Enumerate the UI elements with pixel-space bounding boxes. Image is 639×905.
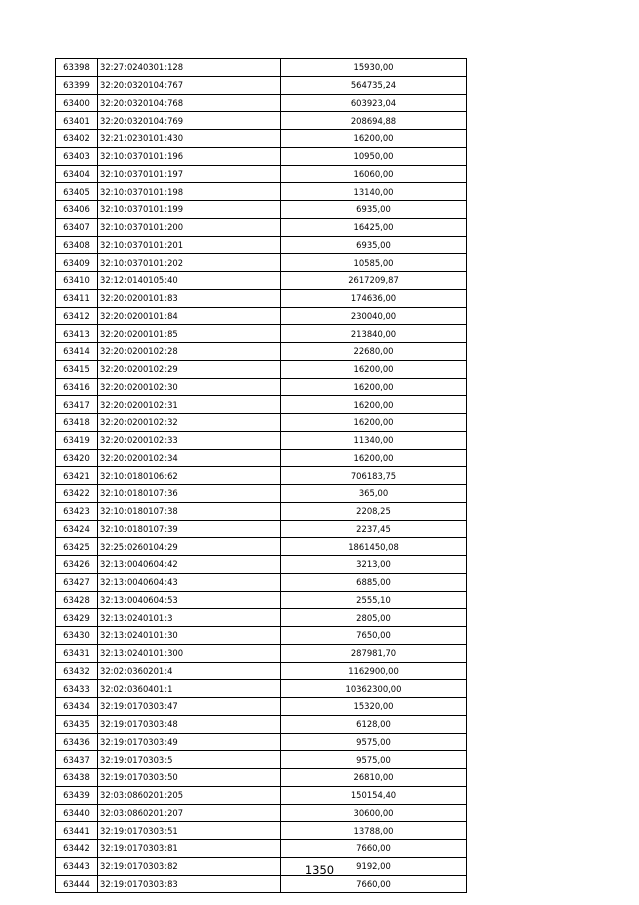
cadastral-number-cell: 32:02:0360401:1 <box>98 680 281 698</box>
table-row <box>56 130 467 148</box>
row-number-cell: 63425 <box>56 538 98 556</box>
row-number-cell: 63419 <box>56 431 98 449</box>
table-row <box>56 467 467 485</box>
cadastral-value-cell: 15930,00 <box>281 59 467 77</box>
table-row <box>56 573 467 591</box>
table-row <box>56 112 467 130</box>
cadastral-value-cell: 564735,24 <box>281 76 467 94</box>
cadastral-value-cell: 2805,00 <box>281 609 467 627</box>
table-row <box>56 236 467 254</box>
row-number-cell: 63409 <box>56 254 98 272</box>
cadastral-value-cell: 16060,00 <box>281 165 467 183</box>
cadastral-value-cell: 603923,04 <box>281 94 467 112</box>
cadastral-value-cell: 6128,00 <box>281 715 467 733</box>
row-number-cell: 63422 <box>56 485 98 503</box>
table-row <box>56 786 467 804</box>
cadastral-number-cell: 32:19:0170303:49 <box>98 733 281 751</box>
cadastral-value-cell: 30600,00 <box>281 804 467 822</box>
page-number: 1350 <box>304 863 335 877</box>
cadastral-value-cell: 16200,00 <box>281 130 467 148</box>
cadastral-number-cell: 32:19:0170303:47 <box>98 698 281 716</box>
table-row <box>56 804 467 822</box>
table-row <box>56 431 467 449</box>
cadastral-number-cell: 32:20:0200101:83 <box>98 289 281 307</box>
cadastral-number-cell: 32:13:0040604:43 <box>98 573 281 591</box>
row-number-cell: 63418 <box>56 414 98 432</box>
cadastral-value-cell: 16200,00 <box>281 414 467 432</box>
cadastral-value-cell: 13788,00 <box>281 822 467 840</box>
row-number-cell: 63431 <box>56 644 98 662</box>
row-number-cell: 63426 <box>56 556 98 574</box>
table-row <box>56 751 467 769</box>
cadastral-number-cell: 32:13:0040604:42 <box>98 556 281 574</box>
row-number-cell: 63415 <box>56 360 98 378</box>
row-number-cell: 63407 <box>56 218 98 236</box>
cadastral-value-cell: 16200,00 <box>281 449 467 467</box>
row-number-cell: 63443 <box>56 857 98 875</box>
table-row <box>56 875 467 893</box>
cadastral-value-cell: 174636,00 <box>281 289 467 307</box>
table-row <box>56 733 467 751</box>
cadastral-value-cell: 2555,10 <box>281 591 467 609</box>
row-number-cell: 63405 <box>56 183 98 201</box>
row-number-cell: 63401 <box>56 112 98 130</box>
cadastral-value-cell: 13140,00 <box>281 183 467 201</box>
cadastral-value-cell: 2617209,87 <box>281 272 467 290</box>
cadastral-number-cell: 32:19:0170303:81 <box>98 840 281 858</box>
row-number-cell: 63442 <box>56 840 98 858</box>
cadastral-number-cell: 32:02:0360201:4 <box>98 662 281 680</box>
table-row <box>56 165 467 183</box>
row-number-cell: 63435 <box>56 715 98 733</box>
cadastral-value-cell: 16425,00 <box>281 218 467 236</box>
cadastral-number-cell: 32:03:0860201:205 <box>98 786 281 804</box>
row-number-cell: 63398 <box>56 59 98 77</box>
cadastral-value-cell: 9575,00 <box>281 751 467 769</box>
table-row <box>56 715 467 733</box>
table-row <box>56 147 467 165</box>
row-number-cell: 63400 <box>56 94 98 112</box>
row-number-cell: 63410 <box>56 272 98 290</box>
row-number-cell: 63428 <box>56 591 98 609</box>
table-row <box>56 485 467 503</box>
row-number-cell: 63411 <box>56 289 98 307</box>
table-row <box>56 556 467 574</box>
cadastral-number-cell: 32:20:0200102:33 <box>98 431 281 449</box>
row-number-cell: 63412 <box>56 307 98 325</box>
cadastral-value-cell: 10362300,00 <box>281 680 467 698</box>
table-row <box>56 627 467 645</box>
table-row <box>56 822 467 840</box>
row-number-cell: 63427 <box>56 573 98 591</box>
cadastral-value-cell: 3213,00 <box>281 556 467 574</box>
cadastral-value-cell: 6935,00 <box>281 236 467 254</box>
cadastral-number-cell: 32:10:0370101:196 <box>98 147 281 165</box>
table-row <box>56 538 467 556</box>
cadastral-number-cell: 32:19:0170303:50 <box>98 769 281 787</box>
cadastral-number-cell: 32:20:0200102:29 <box>98 360 281 378</box>
row-number-cell: 63434 <box>56 698 98 716</box>
table-row <box>56 414 467 432</box>
table-row <box>56 360 467 378</box>
cadastral-number-cell: 32:10:0370101:199 <box>98 201 281 219</box>
table-row <box>56 201 467 219</box>
cadastral-value-cell: 26810,00 <box>281 769 467 787</box>
cadastral-number-cell: 32:20:0320104:769 <box>98 112 281 130</box>
cadastral-value-cell: 1162900,00 <box>281 662 467 680</box>
table-row <box>56 94 467 112</box>
cadastral-number-cell: 32:13:0240101:3 <box>98 609 281 627</box>
cadastral-number-cell: 32:19:0170303:82 <box>98 857 281 875</box>
row-number-cell: 63404 <box>56 165 98 183</box>
cadastral-number-cell: 32:13:0240101:30 <box>98 627 281 645</box>
cadastral-value-cell: 365,00 <box>281 485 467 503</box>
row-number-cell: 63429 <box>56 609 98 627</box>
row-number-cell: 63416 <box>56 378 98 396</box>
cadastral-number-cell: 32:10:0370101:198 <box>98 183 281 201</box>
table-row <box>56 272 467 290</box>
cadastral-number-cell: 32:10:0370101:201 <box>98 236 281 254</box>
cadastral-value-cell: 7660,00 <box>281 875 467 893</box>
table-row <box>56 307 467 325</box>
cadastral-number-cell: 32:19:0170303:5 <box>98 751 281 769</box>
cadastral-value-cell: 6935,00 <box>281 201 467 219</box>
table-row <box>56 644 467 662</box>
cadastral-number-cell: 32:10:0180107:38 <box>98 502 281 520</box>
table-row <box>56 680 467 698</box>
cadastral-value-cell: 208694,88 <box>281 112 467 130</box>
cadastral-number-cell: 32:20:0320104:768 <box>98 94 281 112</box>
cadastral-value-cell: 16200,00 <box>281 396 467 414</box>
row-number-cell: 63414 <box>56 343 98 361</box>
cadastral-number-cell: 32:20:0320104:767 <box>98 76 281 94</box>
table-row <box>56 59 467 77</box>
row-number-cell: 63417 <box>56 396 98 414</box>
cadastral-value-cell: 6885,00 <box>281 573 467 591</box>
cadastral-value-cell: 1861450,08 <box>281 538 467 556</box>
table-row <box>56 520 467 538</box>
cadastral-value-cell: 213840,00 <box>281 325 467 343</box>
cadastral-number-cell: 32:21:0230101:430 <box>98 130 281 148</box>
cadastral-number-cell: 32:10:0370101:200 <box>98 218 281 236</box>
table-row <box>56 769 467 787</box>
table-row <box>56 343 467 361</box>
table-body <box>56 59 467 893</box>
cadastral-value-cell: 22680,00 <box>281 343 467 361</box>
cadastral-number-cell: 32:20:0200101:85 <box>98 325 281 343</box>
cadastral-value-cell: 287981,70 <box>281 644 467 662</box>
cadastral-number-cell: 32:10:0370101:202 <box>98 254 281 272</box>
table-row <box>56 449 467 467</box>
row-number-cell: 63406 <box>56 201 98 219</box>
row-number-cell: 63439 <box>56 786 98 804</box>
row-number-cell: 63440 <box>56 804 98 822</box>
table-row <box>56 254 467 272</box>
table-row <box>56 218 467 236</box>
row-number-cell: 63430 <box>56 627 98 645</box>
table-row <box>56 378 467 396</box>
cadastral-number-cell: 32:20:0200101:84 <box>98 307 281 325</box>
row-number-cell: 63402 <box>56 130 98 148</box>
table-row <box>56 183 467 201</box>
cadastral-number-cell: 32:13:0040604:53 <box>98 591 281 609</box>
cadastral-value-cell: 16200,00 <box>281 360 467 378</box>
cadastral-value-cell: 150154,40 <box>281 786 467 804</box>
row-number-cell: 63420 <box>56 449 98 467</box>
row-number-cell: 63436 <box>56 733 98 751</box>
cadastral-value-cell: 7660,00 <box>281 840 467 858</box>
row-number-cell: 63423 <box>56 502 98 520</box>
cadastral-number-cell: 32:19:0170303:83 <box>98 875 281 893</box>
table-row <box>56 325 467 343</box>
cadastral-number-cell: 32:19:0170303:48 <box>98 715 281 733</box>
cadastral-value-cell: 9192,00 <box>281 857 467 875</box>
cadastral-number-cell: 32:20:0200102:34 <box>98 449 281 467</box>
table-row <box>56 591 467 609</box>
row-number-cell: 63413 <box>56 325 98 343</box>
row-number-cell: 63432 <box>56 662 98 680</box>
table-row <box>56 609 467 627</box>
cadastral-value-table <box>55 58 467 893</box>
row-number-cell: 63421 <box>56 467 98 485</box>
cadastral-number-cell: 32:10:0370101:197 <box>98 165 281 183</box>
cadastral-value-cell: 9575,00 <box>281 733 467 751</box>
cadastral-value-cell: 230040,00 <box>281 307 467 325</box>
table-row <box>56 698 467 716</box>
cadastral-value-cell: 7650,00 <box>281 627 467 645</box>
cadastral-number-cell: 32:20:0200102:32 <box>98 414 281 432</box>
cadastral-number-cell: 32:03:0860201:207 <box>98 804 281 822</box>
cadastral-value-cell: 10950,00 <box>281 147 467 165</box>
row-number-cell: 63433 <box>56 680 98 698</box>
cadastral-number-cell: 32:10:0180107:36 <box>98 485 281 503</box>
table-row <box>56 289 467 307</box>
cadastral-value-cell: 11340,00 <box>281 431 467 449</box>
cadastral-number-cell: 32:12:0140105:40 <box>98 272 281 290</box>
cadastral-number-cell: 32:25:0260104:29 <box>98 538 281 556</box>
row-number-cell: 63424 <box>56 520 98 538</box>
row-number-cell: 63403 <box>56 147 98 165</box>
cadastral-value-cell: 2237,45 <box>281 520 467 538</box>
cadastral-number-cell: 32:20:0200102:28 <box>98 343 281 361</box>
cadastral-value-cell: 2208,25 <box>281 502 467 520</box>
cadastral-value-cell: 16200,00 <box>281 378 467 396</box>
row-number-cell: 63438 <box>56 769 98 787</box>
row-number-cell: 63444 <box>56 875 98 893</box>
cadastral-value-cell: 706183,75 <box>281 467 467 485</box>
cadastral-value-cell: 10585,00 <box>281 254 467 272</box>
cadastral-number-cell: 32:27:0240301:128 <box>98 59 281 77</box>
row-number-cell: 63399 <box>56 76 98 94</box>
table-row <box>56 502 467 520</box>
cadastral-value-cell: 15320,00 <box>281 698 467 716</box>
row-number-cell: 63408 <box>56 236 98 254</box>
cadastral-number-cell: 32:19:0170303:51 <box>98 822 281 840</box>
row-number-cell: 63441 <box>56 822 98 840</box>
table-row <box>56 662 467 680</box>
cadastral-number-cell: 32:20:0200102:30 <box>98 378 281 396</box>
table-row <box>56 840 467 858</box>
table-row <box>56 76 467 94</box>
cadastral-number-cell: 32:10:0180106:62 <box>98 467 281 485</box>
cadastral-number-cell: 32:10:0180107:39 <box>98 520 281 538</box>
cadastral-number-cell: 32:13:0240101:300 <box>98 644 281 662</box>
cadastral-number-cell: 32:20:0200102:31 <box>98 396 281 414</box>
row-number-cell: 63437 <box>56 751 98 769</box>
table-row <box>56 396 467 414</box>
